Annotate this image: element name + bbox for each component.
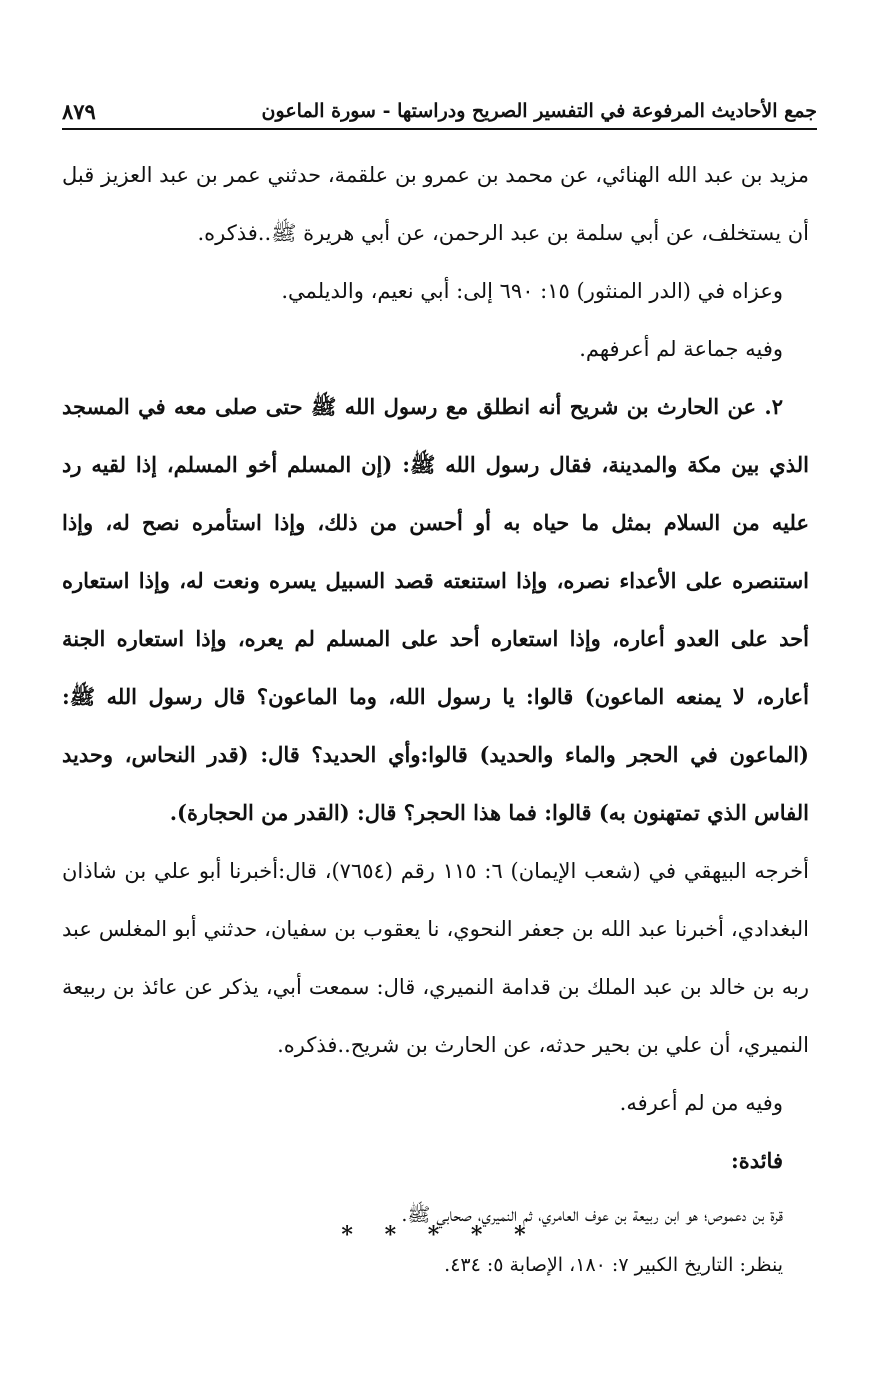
paragraph-2: وعزاه في (الدر المنثور) ١٥: ٦٩٠ إلى: أبي نعيم، والديلمي. xyxy=(281,279,783,303)
running-header xyxy=(62,94,817,130)
body-text xyxy=(62,146,809,1290)
paragraph-6: وفيه من لم أعرفه. xyxy=(619,1091,783,1115)
note-2: ينظر: التاريخ الكبير ٧: ١٨٠، الإصابة ٥: ٤٣٤. xyxy=(444,1254,783,1276)
header-title: جمع الأحاديث المرفوعة في التفسير الصريح ودراستها - سورة الماعون xyxy=(261,100,817,122)
paragraph-1: مزيد بن عبد الله الهنائي، عن محمد بن عمرو بن علقمة، حدثني عمر بن عبد العزيز قبل أن يستخلف، عن أبي سلمة بن عبد الرحمن، عن أبي هريرة ﷺ..فذكره. xyxy=(62,163,809,245)
page-number: ٨٧٩ xyxy=(62,98,96,124)
section-separator: * * * * * xyxy=(341,1222,538,1248)
hadith-paragraph: ٢. عن الحارث بن شريح أنه انطلق مع رسول الله ﷺ حتى صلى معه في المسجد الذي بين مكة والمدينة، فقال رسول الله ﷺ: (إن المسلم أخو المسلم، إذا لقيه رد عليه من السلام بمثل ما حياه به أو أحسن من ذلك، وإذا استأمره نصح له، وإذا استنصره على الأعداء نصره، وإذا استنعته قصد السبيل يسره ونعت له، وإذا استعاره أحد على العدو أعاره، وإذا استعاره أحد على المسلم لم يعره، وإذا استعاره الجنة أعاره، لا يمنعه الماعون) قالوا: يا رسول الله، وما الماعون؟ قال رسول الله ﷺ: (الماعون في الحجر والماء والحديد) قالوا:وأي الحديد؟ قال: (قدر النحاس، وحديد الفاس الذي تمتهنون به) قالوا: فما هذا الحجر؟ قال: (القدر من الحجارة). xyxy=(62,394,809,825)
section-heading: فائدة: xyxy=(730,1148,783,1173)
paragraph-3: وفيه جماعة لم أعرفهم. xyxy=(579,337,783,361)
note-1: قرة بن دعموص؛ هو ابن ربيعة بن عوف العامري، ثم النميري، صحابي ﷺ. xyxy=(401,1204,783,1226)
takhrij-paragraph: أخرجه البيهقي في (شعب الإيمان) ٦: ١١٥ رقم (٧٦٥٤)، قال:أخبرنا أبو علي بن شاذان البغدادي، أخبرنا عبد الله بن جعفر النحوي، نا يعقوب بن سفيان، حدثني أبو المغلس عبد ربه بن خالد بن عبد الملك بن قدامة النميري، قال: سمعت أبي، يذكر عن عائذ بن ربيعة النميري، أن علي بن بحير حدثه، عن الحارث بن شريح..فذكره. xyxy=(62,859,809,1057)
